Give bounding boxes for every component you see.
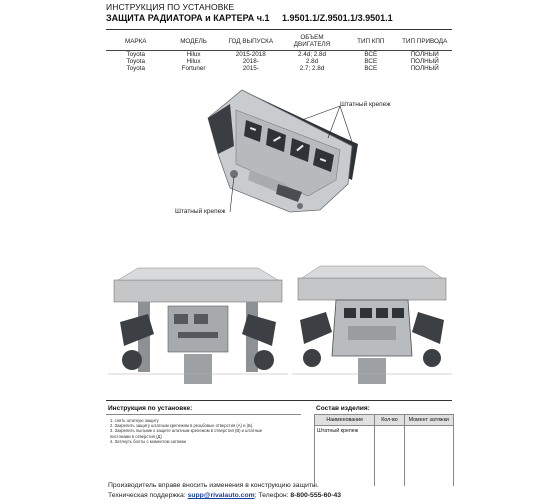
spec-header-row — [106, 32, 452, 51]
cell: Fortuner — [181, 65, 206, 72]
footer-support — [108, 492, 341, 499]
phone-prefix: ; Телефон: — [254, 492, 291, 499]
bumper-top — [118, 268, 278, 280]
spec-row — [106, 51, 452, 59]
cell: ПОЛНЫЙ — [410, 58, 439, 65]
cell — [404, 436, 454, 486]
spec-row — [106, 65, 452, 72]
callout-label-top: Штатный крепеж — [340, 101, 391, 108]
cell: 2.4d; 2.8d — [298, 51, 327, 58]
cell: 2.8d — [305, 58, 319, 65]
cell — [375, 426, 404, 437]
callout-label-bottom: Штатный крепеж — [175, 208, 226, 215]
col-drive: ТИП ПРИВОДА — [397, 32, 452, 51]
cell: Штатный крепеж — [315, 426, 375, 437]
step: 3. Закрепить пыльник к защите штатным крепежом в отверстия (В) и штатные — [110, 428, 263, 434]
parts-header-row — [315, 415, 454, 426]
step: пистонами в отверстия (Д) — [110, 433, 162, 439]
spec-row — [106, 58, 452, 65]
transmission — [184, 354, 212, 384]
support-prefix: Техническая поддержка: — [108, 492, 188, 499]
header-rule — [106, 29, 452, 30]
vehicle-underside-left — [108, 262, 288, 392]
col-name: Наименование — [315, 415, 375, 426]
section-rule — [106, 400, 452, 401]
col-model: МОДЕЛЬ — [166, 32, 222, 51]
cell — [375, 436, 404, 486]
instructions-title: Инструкция по установке: — [108, 405, 193, 412]
cell: Toyota — [126, 65, 146, 72]
cell: 2.7; 2.8d — [299, 65, 325, 72]
support-phone: 8-800-555-60-43 — [290, 492, 342, 499]
step: 2. Закрепить защиту штатным крепежом в резьбовые отверстия (А) и (Б). — [110, 423, 254, 429]
cell: Toyota — [126, 58, 146, 65]
cell: ВСЕ — [364, 51, 378, 58]
vehicle-spec-table — [106, 32, 452, 72]
parts-table — [314, 414, 454, 486]
instructions-rule — [106, 414, 301, 415]
product-codes: 1.9501.1/Z.9501.1/3.9501.1 — [282, 13, 393, 23]
cell: ПОЛНЫЙ — [410, 65, 439, 72]
cell: ПОЛНЫЙ — [410, 51, 439, 58]
vehicle-underside-right — [292, 262, 452, 392]
cell — [404, 426, 454, 437]
mount-hole-b — [297, 203, 303, 209]
step: 4. Затянуть болты с моментом затяжки — [110, 438, 186, 444]
cell: ВСЕ — [364, 58, 378, 65]
parts-row — [315, 426, 454, 437]
plate-rib — [348, 326, 396, 340]
col-qty: Кол-во — [375, 415, 404, 426]
footer-notice: Производитель вправе вносить изменения в конструкцию защиты. — [108, 482, 319, 489]
cell: ВСЕ — [364, 65, 378, 72]
doc-title-text: ЗАЩИТА РАДИАТОРА и КАРТЕРА ч.1 — [106, 13, 270, 23]
parts-row-empty — [315, 436, 454, 486]
transmission — [358, 358, 386, 384]
col-gearbox: ТИП КПП — [344, 32, 397, 51]
col-torque: Момент затяжки — [404, 415, 454, 426]
bumper-beam — [298, 278, 446, 300]
parts-title: Состав изделия: — [316, 405, 370, 412]
cell — [315, 436, 375, 486]
doc-subtitle: ИНСТРУКЦИЯ ПО УСТАНОВКЕ — [106, 2, 235, 12]
col-engine: ОБЪЕМ ДВИГАТЕЛЯ — [280, 32, 344, 51]
instructions-steps — [110, 418, 300, 444]
engine-block — [168, 306, 228, 352]
cell: 2015-2018 — [235, 51, 266, 58]
plate-side — [208, 104, 234, 154]
cell: Hilux — [186, 58, 201, 65]
bumper-beam — [114, 280, 282, 302]
support-email-link[interactable]: supp@rivalauto.com — [187, 492, 255, 499]
cell: Hilux — [186, 51, 201, 58]
step: 1. снять штатную защиту — [110, 418, 159, 423]
cell: 2015- — [242, 65, 259, 72]
col-year: ГОД ВЫПУСКА — [222, 32, 280, 51]
bumper-top — [302, 266, 442, 278]
cell: Toyota — [126, 51, 146, 58]
col-brand: МАРКА — [106, 32, 166, 51]
cell: 2018- — [242, 58, 259, 65]
doc-title — [106, 13, 393, 23]
